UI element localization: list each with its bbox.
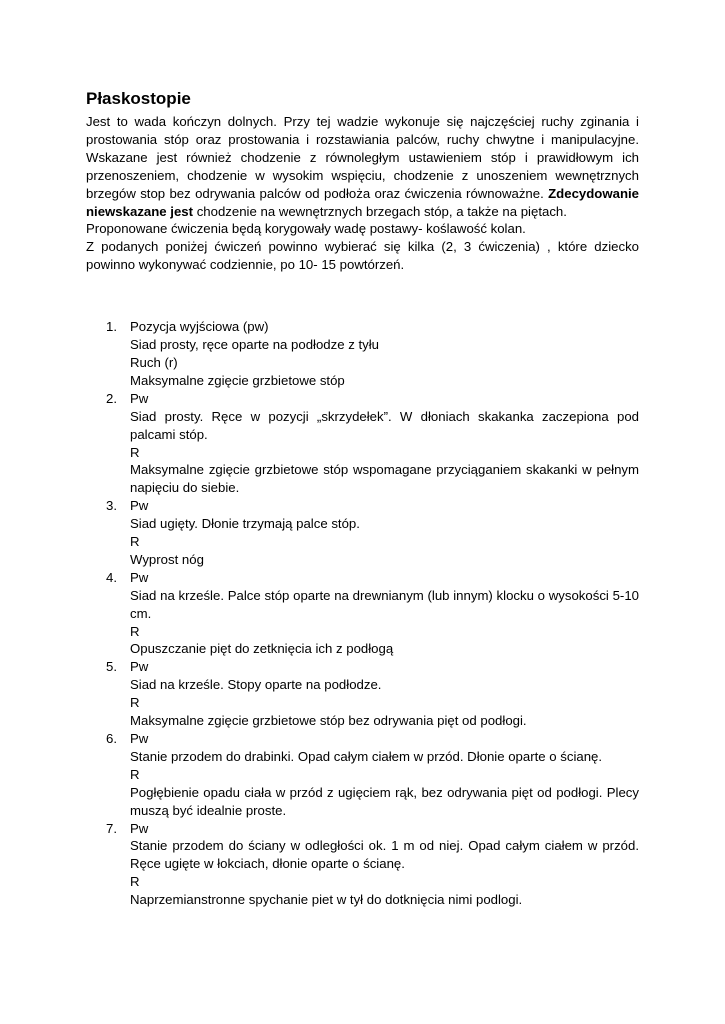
exercise-item: [86, 730, 639, 820]
exercise-number: 2.: [106, 390, 117, 406]
intro-paragraph-3: Z podanych poniżej ćwiczeń powinno wybierać się kilka (2, 3 ćwiczenia) , które dziecko powinno wykonywać codziennie, po 10- 15 powtórzeń.: [86, 239, 639, 273]
intro-text-a: Jest to wada kończyn dolnych. Przy tej wadzie wykonuje się najczęściej ruchy zginania i prostowania stóp oraz prostowania i rozstawiania palców, ruchy chwytne i manipulacyjne. Wskazane jest również chodzenie z równoległym ustawieniem stóp i prawidłowym ich przenoszeniem, chodzenie w wysokim wspięciu, chodzenie z unoszeniem wewnętrznych brzegów stop bez odrywania palców od podłoża oraz ćwiczenia równoważne.: [86, 114, 639, 201]
movement-description: Maksymalne zgięcie grzbietowe stóp bez odrywania pięt od podłogi.: [130, 713, 527, 729]
document-title: Płaskostopie: [86, 89, 191, 108]
exercise-item: [86, 658, 639, 730]
start-position-label: Pw: [130, 498, 149, 514]
movement-label: R: [130, 874, 140, 890]
start-position-description: Stanie przodem do drabinki. Opad całym ciałem w przód. Dłonie oparte o ścianę.: [130, 748, 603, 764]
movement-description: Maksymalne zgięcie grzbietowe stóp: [130, 372, 345, 388]
movement-description: Naprzemianstronne spychanie piet w tył do dotknięcia nimi podlogi.: [130, 892, 523, 908]
start-position-label: Pozycja wyjściowa (pw): [130, 319, 269, 335]
exercise-number: 3.: [106, 498, 117, 514]
exercise-number: 7.: [106, 820, 117, 836]
start-position-description: Siad na krześle. Stopy oparte na podłodze.: [130, 677, 382, 693]
movement-description: Maksymalne zgięcie grzbietowe stóp wspomagane przyciąganiem skakanki w pełnym napięciu do siebie.: [130, 462, 639, 496]
intro-paragraph-2: Proponowane ćwiczenia będą korygowały wadę postawy- koślawość kolan.: [86, 221, 526, 237]
document-page: [86, 88, 639, 909]
movement-description: Opuszczanie pięt do zetknięcia ich z podłogą: [130, 641, 394, 657]
exercise-number: 1.: [106, 319, 117, 335]
start-position-description: Stanie przodem do ściany w odległości ok. 1 m od niej. Opad całym ciałem w przód. Ręce ugięte w łokciach, dłonie oparte o ścianę.: [130, 838, 639, 872]
start-position-label: Pw: [130, 731, 149, 746]
start-position-description: Siad na krześle. Palce stóp oparte na drewnianym (lub innym) klocku o wysokości 5-10 cm.: [130, 587, 639, 621]
exercise-item: [86, 318, 639, 390]
intro-emphasis: Zdecydowanie niewskazane jest: [86, 185, 639, 219]
intro-section: [86, 113, 639, 274]
movement-description: Wyprost nóg: [130, 551, 204, 567]
start-position-label: Pw: [130, 820, 149, 836]
exercise-number: 4.: [106, 569, 117, 585]
start-position-label: Pw: [130, 569, 149, 585]
exercise-number: 5.: [106, 659, 117, 675]
intro-text-b: chodzenie na wewnętrznych brzegach stóp, a także na piętach.: [193, 203, 567, 219]
exercise-item: [86, 390, 639, 497]
start-position-description: Siad prosty. Ręce w pozycji „skrzydełek”. W dłoniach skakanka zaczepiona pod palcami stóp.: [130, 408, 639, 442]
movement-label: R: [130, 766, 140, 782]
movement-label: R: [130, 623, 140, 639]
start-position-label: Pw: [130, 390, 149, 406]
exercise-item: [86, 497, 639, 569]
start-position-label: Pw: [130, 659, 149, 675]
exercise-list: [86, 318, 639, 909]
intro-paragraph-1: [86, 113, 639, 220]
exercise-item: [86, 820, 639, 910]
movement-label: R: [130, 534, 140, 550]
start-position-description: Siad ugięty. Dłonie trzymają palce stóp.: [130, 516, 360, 532]
movement-description: Pogłębienie opadu ciała w przód z ugięciem rąk, bez odrywania pięt od podłogi. Plecy muszą być idealnie proste.: [130, 784, 639, 818]
movement-label: R: [130, 444, 140, 460]
exercise-item: [86, 569, 639, 659]
start-position-description: Siad prosty, ręce oparte na podłodze z tyłu: [130, 337, 379, 353]
movement-label: R: [130, 695, 140, 711]
movement-label: Ruch (r): [130, 354, 178, 370]
exercise-number: 6.: [106, 731, 117, 746]
